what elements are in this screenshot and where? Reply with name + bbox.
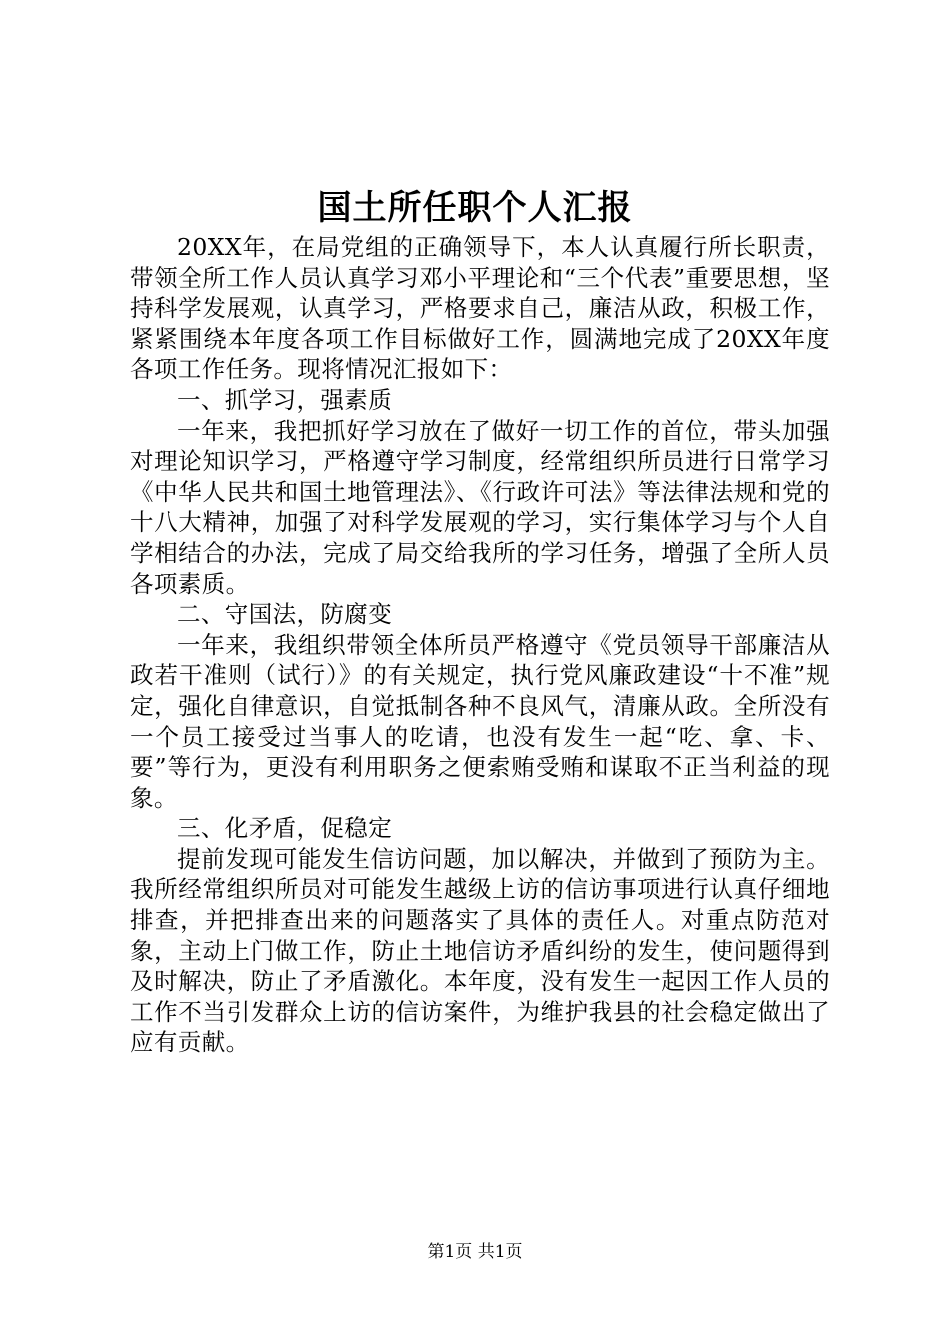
section-paragraph-3: 提前发现可能发生信访问题，加以解决，并做到了预防为主。我所经常组织所员对可能发生越级上访的信访事项进行认真仔细地排查，并把排查出来的问题落实了具体的责任人。对重点防范对象，主动上门做工作，防止土地信访矛盾纠纷的发生，使问题得到及时解决，防止了矛盾激化。本年度，没有发生一起因工作人员的工作不当引发群众上访的信访案件，为维护我县的社会稳定做出了应有贡献。 xyxy=(130,844,830,1057)
document-body xyxy=(130,232,830,1058)
section-heading-3: 三、化矛盾，促稳定 xyxy=(177,814,393,843)
section-heading-2: 二、守国法，防腐变 xyxy=(177,600,393,629)
section-paragraph-2: 一年来，我组织带领全体所员严格遵守《党员领导干部廉洁从政若干准则（试行）》的有关规定，执行党风廉政建设“十不准”规定，强化自律意识，自觉抵制各种不良风气，清廉从政。全所没有一个员工接受过当事人的吃请，也没有发生一起“吃、拿、卡、要”等行为，更没有利用职务之便索贿受贿和谋取不正当利益的现象。 xyxy=(130,630,830,812)
section-paragraph-1: 一年来，我把抓好学习放在了做好一切工作的首位，带头加强对理论知识学习，严格遵守学习制度，经常组织所员进行日常学习《中华人民共和国土地管理法》、《行政许可法》等法律法规和党的十八大精神，加强了对科学发展观的学习，实行集体学习与个人自学相结合的办法，完成了局交给我所的学习任务，增强了全所人员各项素质。 xyxy=(130,416,830,598)
intro-paragraph: 20XX年，在局党组的正确领导下，本人认真履行所长职责，带领全所工作人员认真学习邓小平理论和“三个代表”重要思想，坚持科学发展观，认真学习，严格要求自己，廉洁从政，积极工作，紧紧围绕本年度各项工作目标做好工作，圆满地完成了20XX年度各项工作任务。现将情况汇报如下： xyxy=(130,233,830,384)
section-heading-1: 一、抓学习，强素质 xyxy=(177,385,393,414)
page-number-footer: 第1页 共1页 xyxy=(427,1242,523,1262)
document-title: 国土所任职个人汇报 xyxy=(317,188,633,228)
